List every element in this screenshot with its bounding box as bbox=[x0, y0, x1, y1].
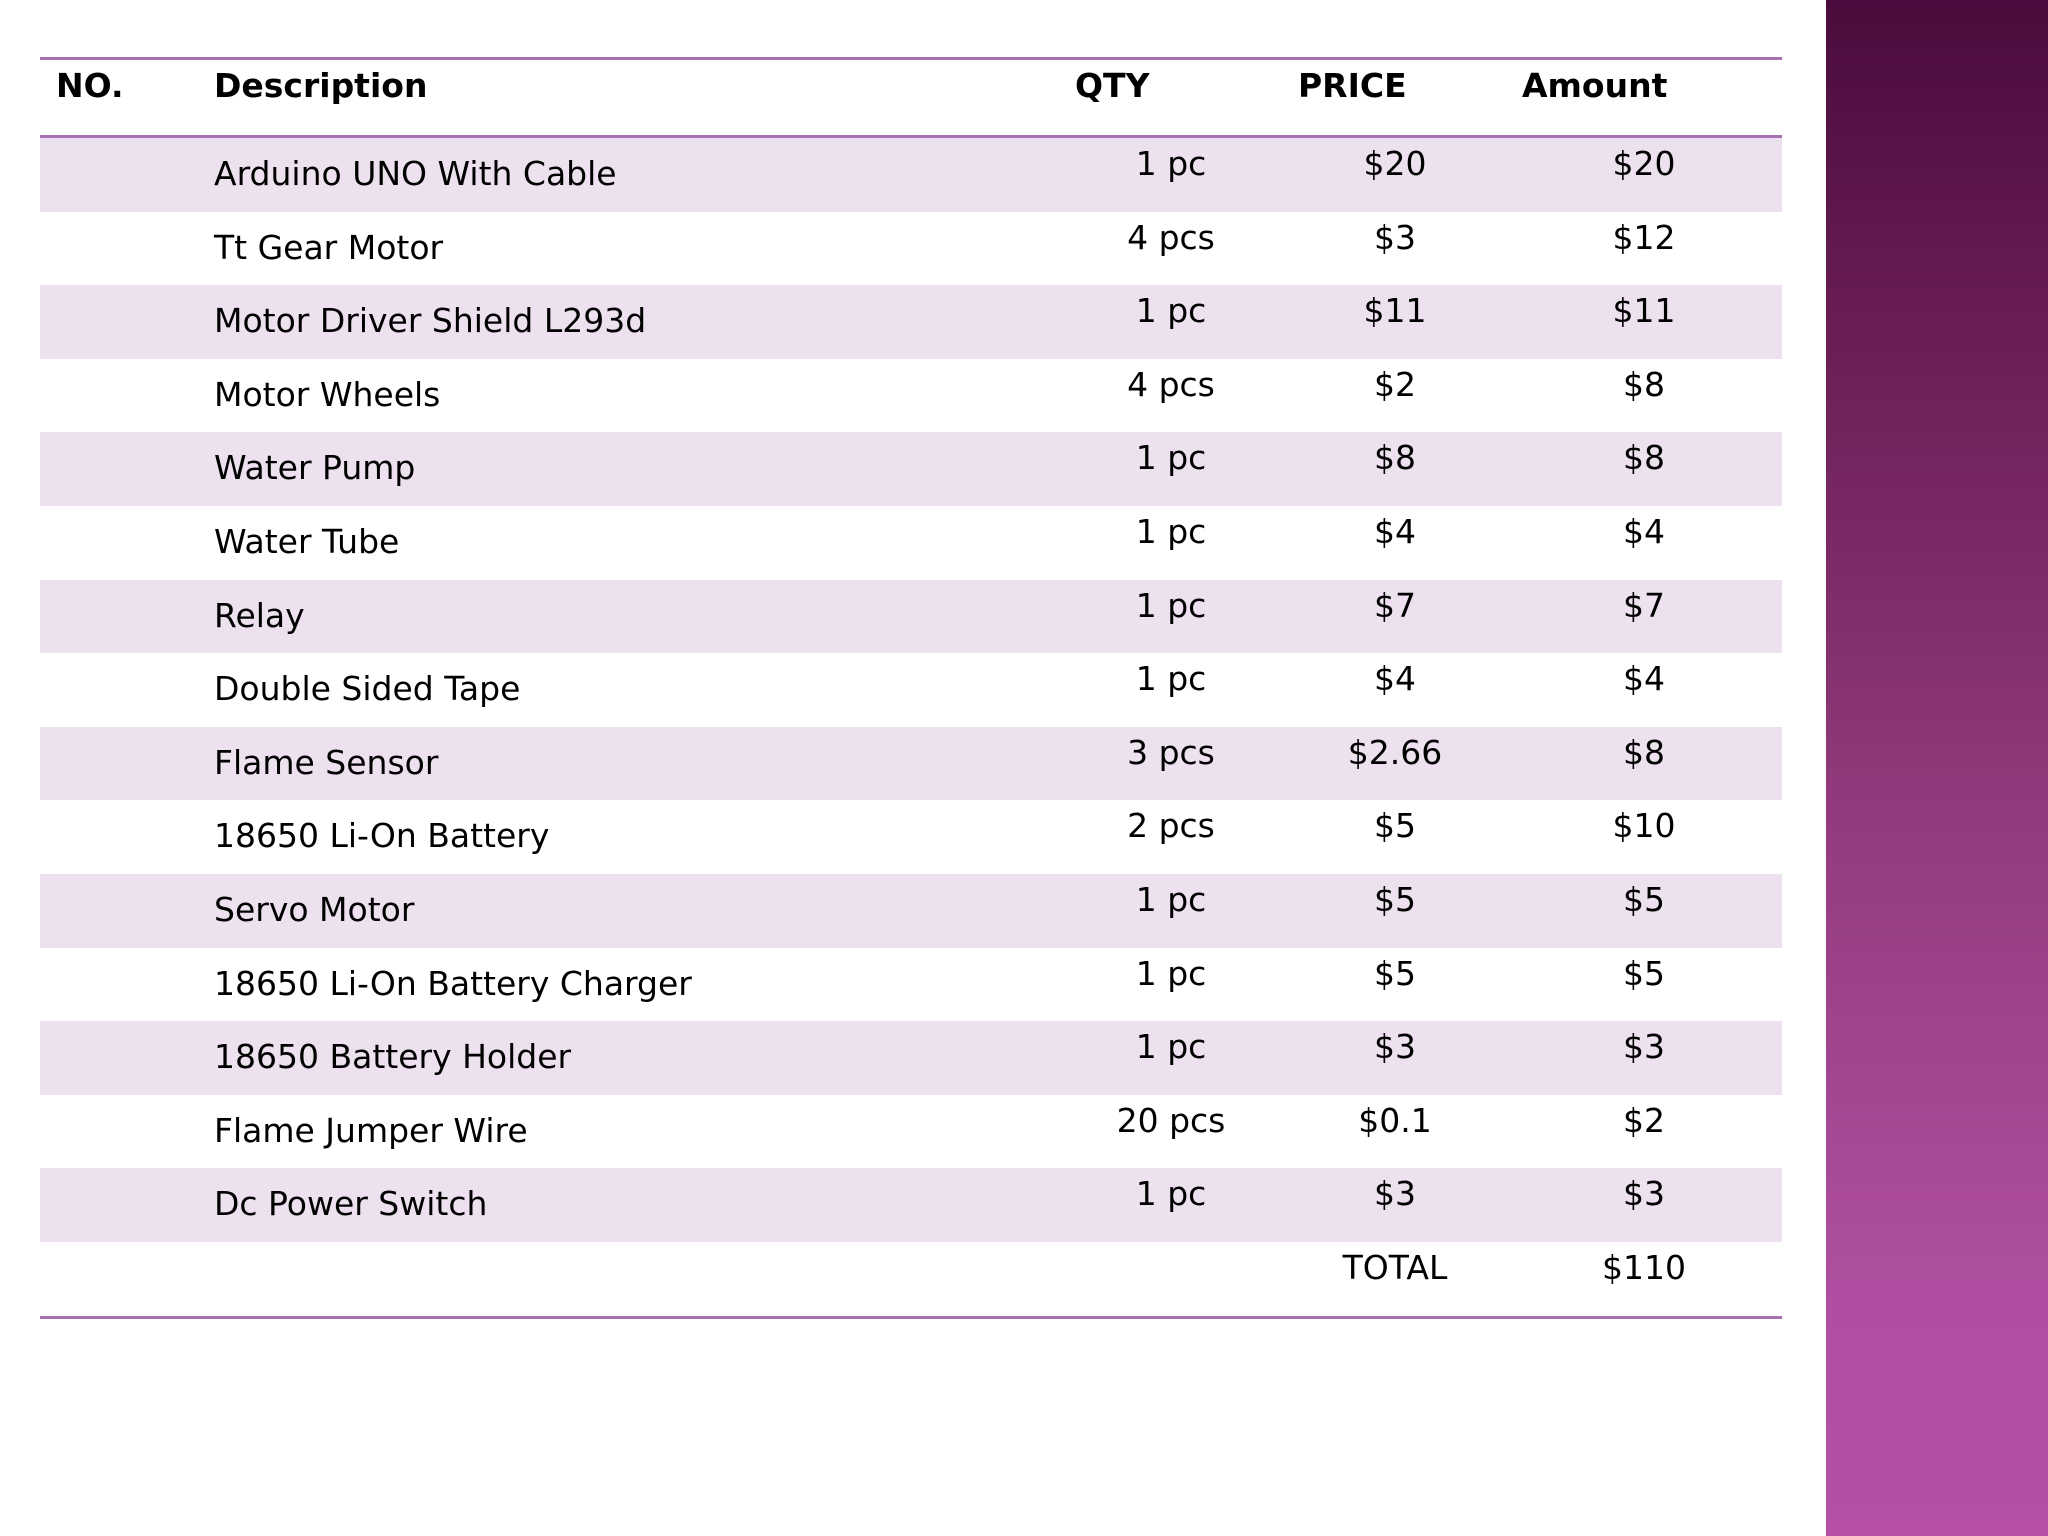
total-amount: $110 bbox=[1602, 1247, 1686, 1287]
table-row bbox=[40, 506, 1782, 580]
row-amount: $4 bbox=[1623, 511, 1665, 551]
row-amount: $3 bbox=[1623, 1174, 1665, 1214]
header-amount: Amount bbox=[1522, 66, 1668, 105]
row-amount: $8 bbox=[1623, 732, 1665, 772]
row-description: 18650 Li-On Battery Charger bbox=[214, 963, 692, 1003]
row-qty: 1 pc bbox=[1135, 438, 1207, 478]
row-qty: 1 pc bbox=[1135, 511, 1207, 551]
table-row bbox=[40, 800, 1782, 874]
parts-cost-table bbox=[40, 57, 1782, 1319]
row-amount: $7 bbox=[1623, 585, 1665, 625]
row-amount: $11 bbox=[1612, 291, 1676, 331]
row-price: $2.66 bbox=[1347, 732, 1443, 772]
row-description: Motor Driver Shield L293d bbox=[214, 301, 647, 341]
row-description: Dc Power Switch bbox=[214, 1184, 488, 1224]
row-qty: 1 pc bbox=[1135, 953, 1207, 993]
row-price: $3 bbox=[1374, 1174, 1416, 1214]
row-amount: $5 bbox=[1623, 953, 1665, 993]
table-header-row bbox=[40, 60, 1782, 135]
row-price: $20 bbox=[1363, 144, 1427, 183]
row-qty: 3 pcs bbox=[1127, 732, 1215, 772]
row-price: $4 bbox=[1374, 659, 1416, 699]
table-row bbox=[40, 432, 1782, 506]
total-row bbox=[40, 1242, 1782, 1316]
table-row bbox=[40, 874, 1782, 948]
row-description: Double Sided Tape bbox=[214, 669, 521, 709]
row-price: $2 bbox=[1374, 364, 1416, 404]
row-description: Tt Gear Motor bbox=[214, 227, 444, 267]
table-row bbox=[40, 1095, 1782, 1169]
table-row bbox=[40, 727, 1782, 801]
row-description: Water Tube bbox=[214, 521, 400, 561]
table-row bbox=[40, 1168, 1782, 1242]
row-qty: 1 pc bbox=[1135, 1027, 1207, 1067]
row-description: Servo Motor bbox=[214, 889, 415, 929]
row-price: $11 bbox=[1363, 291, 1427, 331]
row-amount: $12 bbox=[1612, 217, 1676, 257]
row-price: $5 bbox=[1374, 806, 1416, 846]
row-qty: 1 pc bbox=[1135, 144, 1207, 183]
row-price: $5 bbox=[1374, 879, 1416, 919]
row-price: $3 bbox=[1374, 217, 1416, 257]
total-label: TOTAL bbox=[1342, 1247, 1448, 1287]
row-description: Arduino UNO With Cable bbox=[214, 154, 617, 193]
row-description: Flame Jumper Wire bbox=[214, 1110, 528, 1150]
row-amount: $3 bbox=[1623, 1027, 1665, 1067]
header-qty: QTY bbox=[1075, 66, 1150, 105]
row-price: $3 bbox=[1374, 1027, 1416, 1067]
row-description: Flame Sensor bbox=[214, 742, 439, 782]
table-row bbox=[40, 359, 1782, 433]
row-amount: $8 bbox=[1623, 438, 1665, 478]
table-row bbox=[40, 1021, 1782, 1095]
row-description: Motor Wheels bbox=[214, 374, 441, 414]
row-amount: $10 bbox=[1612, 806, 1676, 846]
table-body bbox=[40, 138, 1782, 1316]
table-row bbox=[40, 212, 1782, 286]
row-amount: $20 bbox=[1612, 144, 1676, 183]
table-row bbox=[40, 138, 1782, 212]
row-qty: 4 pcs bbox=[1127, 364, 1215, 404]
header-price: PRICE bbox=[1298, 66, 1407, 105]
header-description: Description bbox=[214, 66, 428, 105]
row-amount: $4 bbox=[1623, 659, 1665, 699]
row-qty: 2 pcs bbox=[1127, 806, 1215, 846]
row-price: $0.1 bbox=[1358, 1100, 1432, 1140]
row-qty: 20 pcs bbox=[1116, 1100, 1226, 1140]
row-description: 18650 Battery Holder bbox=[214, 1037, 572, 1077]
row-qty: 1 pc bbox=[1135, 291, 1207, 331]
row-description: 18650 Li-On Battery bbox=[214, 816, 550, 856]
table-row bbox=[40, 580, 1782, 654]
row-qty: 1 pc bbox=[1135, 1174, 1207, 1214]
table-row bbox=[40, 948, 1782, 1022]
table-row bbox=[40, 653, 1782, 727]
row-qty: 1 pc bbox=[1135, 585, 1207, 625]
row-description: Relay bbox=[214, 595, 305, 635]
row-amount: $5 bbox=[1623, 879, 1665, 919]
header-no: NO. bbox=[56, 66, 124, 105]
row-qty: 4 pcs bbox=[1127, 217, 1215, 257]
row-price: $4 bbox=[1374, 511, 1416, 551]
row-price: $8 bbox=[1374, 438, 1416, 478]
row-amount: $8 bbox=[1623, 364, 1665, 404]
table-row bbox=[40, 285, 1782, 359]
row-price: $7 bbox=[1374, 585, 1416, 625]
side-decoration-band bbox=[1826, 0, 2048, 1536]
row-price: $5 bbox=[1374, 953, 1416, 993]
row-amount: $2 bbox=[1623, 1100, 1665, 1140]
row-qty: 1 pc bbox=[1135, 879, 1207, 919]
row-description: Water Pump bbox=[214, 448, 416, 488]
table-bottom-rule bbox=[40, 1316, 1782, 1319]
row-qty: 1 pc bbox=[1135, 659, 1207, 699]
